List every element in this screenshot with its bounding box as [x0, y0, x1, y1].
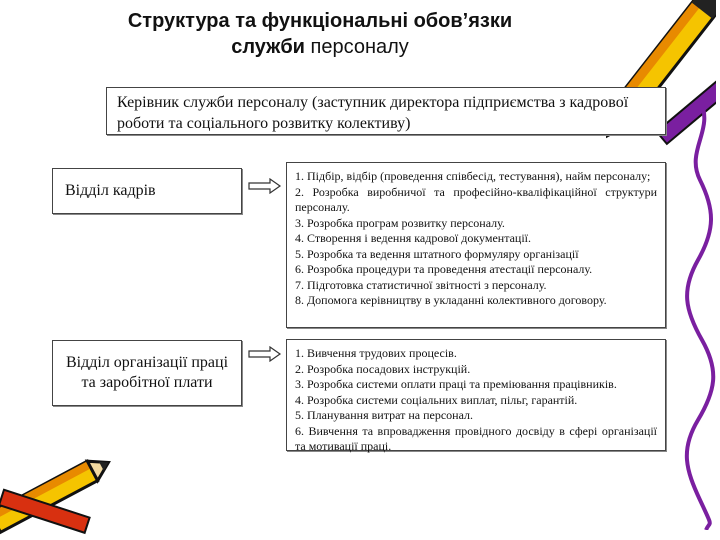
slide-title-line1: Структура та функціональні обов’язки	[127, 10, 513, 32]
function-item: 1. Вивчення трудових процесів.	[295, 346, 457, 360]
department-hr-box: Відділ кадрів	[52, 168, 242, 214]
function-item: 2. Розробка виробничої та професійно-кваліфікаційної структури персоналу.	[295, 184, 657, 214]
function-item: 8. Допомога керівництву в укладанні колективного договору.	[295, 293, 607, 307]
department-hr-functions	[286, 162, 666, 328]
slide-title-bold-word: служби	[231, 36, 305, 58]
slide-title-suffix: персоналу	[304, 36, 409, 58]
function-item: 5. Планування витрат на персонал.	[295, 408, 474, 422]
slide-title-line2	[70, 34, 570, 60]
department-labor-pay-box: Відділ організації праці та заробітної плати	[52, 340, 242, 406]
head-of-personnel-box: Керівник служби персоналу (заступник директора підприємства з кадрової роботи та соціального розвитку колективу)	[106, 87, 666, 135]
function-item: 6. Розробка процедури та проведення атестації персоналу.	[295, 262, 593, 276]
pencil-decoration-bottom-icon	[0, 450, 120, 540]
function-item: 1. Підбір, відбір (проведення співбесід, тестування), найм персоналу;	[295, 169, 651, 183]
function-item: 4. Створення і ведення кадрової документації.	[295, 231, 532, 245]
function-item: 3. Розробка системи оплати праці та преміювання працівників.	[295, 377, 617, 391]
arrow-right-icon	[248, 346, 282, 362]
slide-title	[70, 8, 570, 60]
function-item: 5. Розробка та ведення штатного формуляру організації	[295, 246, 579, 261]
function-item: 7. Підготовка статистичної звітності з персоналу.	[295, 277, 547, 292]
function-item: 6. Вивчення та впровадження провідного досвіду в сфері організації та мотивації праці.	[295, 423, 657, 453]
function-list	[295, 169, 657, 309]
squiggle-decoration-icon	[680, 100, 720, 530]
function-list	[295, 346, 657, 455]
function-item: 4. Розробка системи соціальних виплат, пільг, гарантій.	[295, 392, 578, 407]
function-item: 2. Розробка посадових інструкцій.	[295, 361, 471, 376]
function-item: 3. Розробка програм розвитку персоналу.	[295, 215, 505, 230]
department-labor-pay-functions	[286, 339, 666, 451]
arrow-right-icon	[248, 178, 282, 194]
